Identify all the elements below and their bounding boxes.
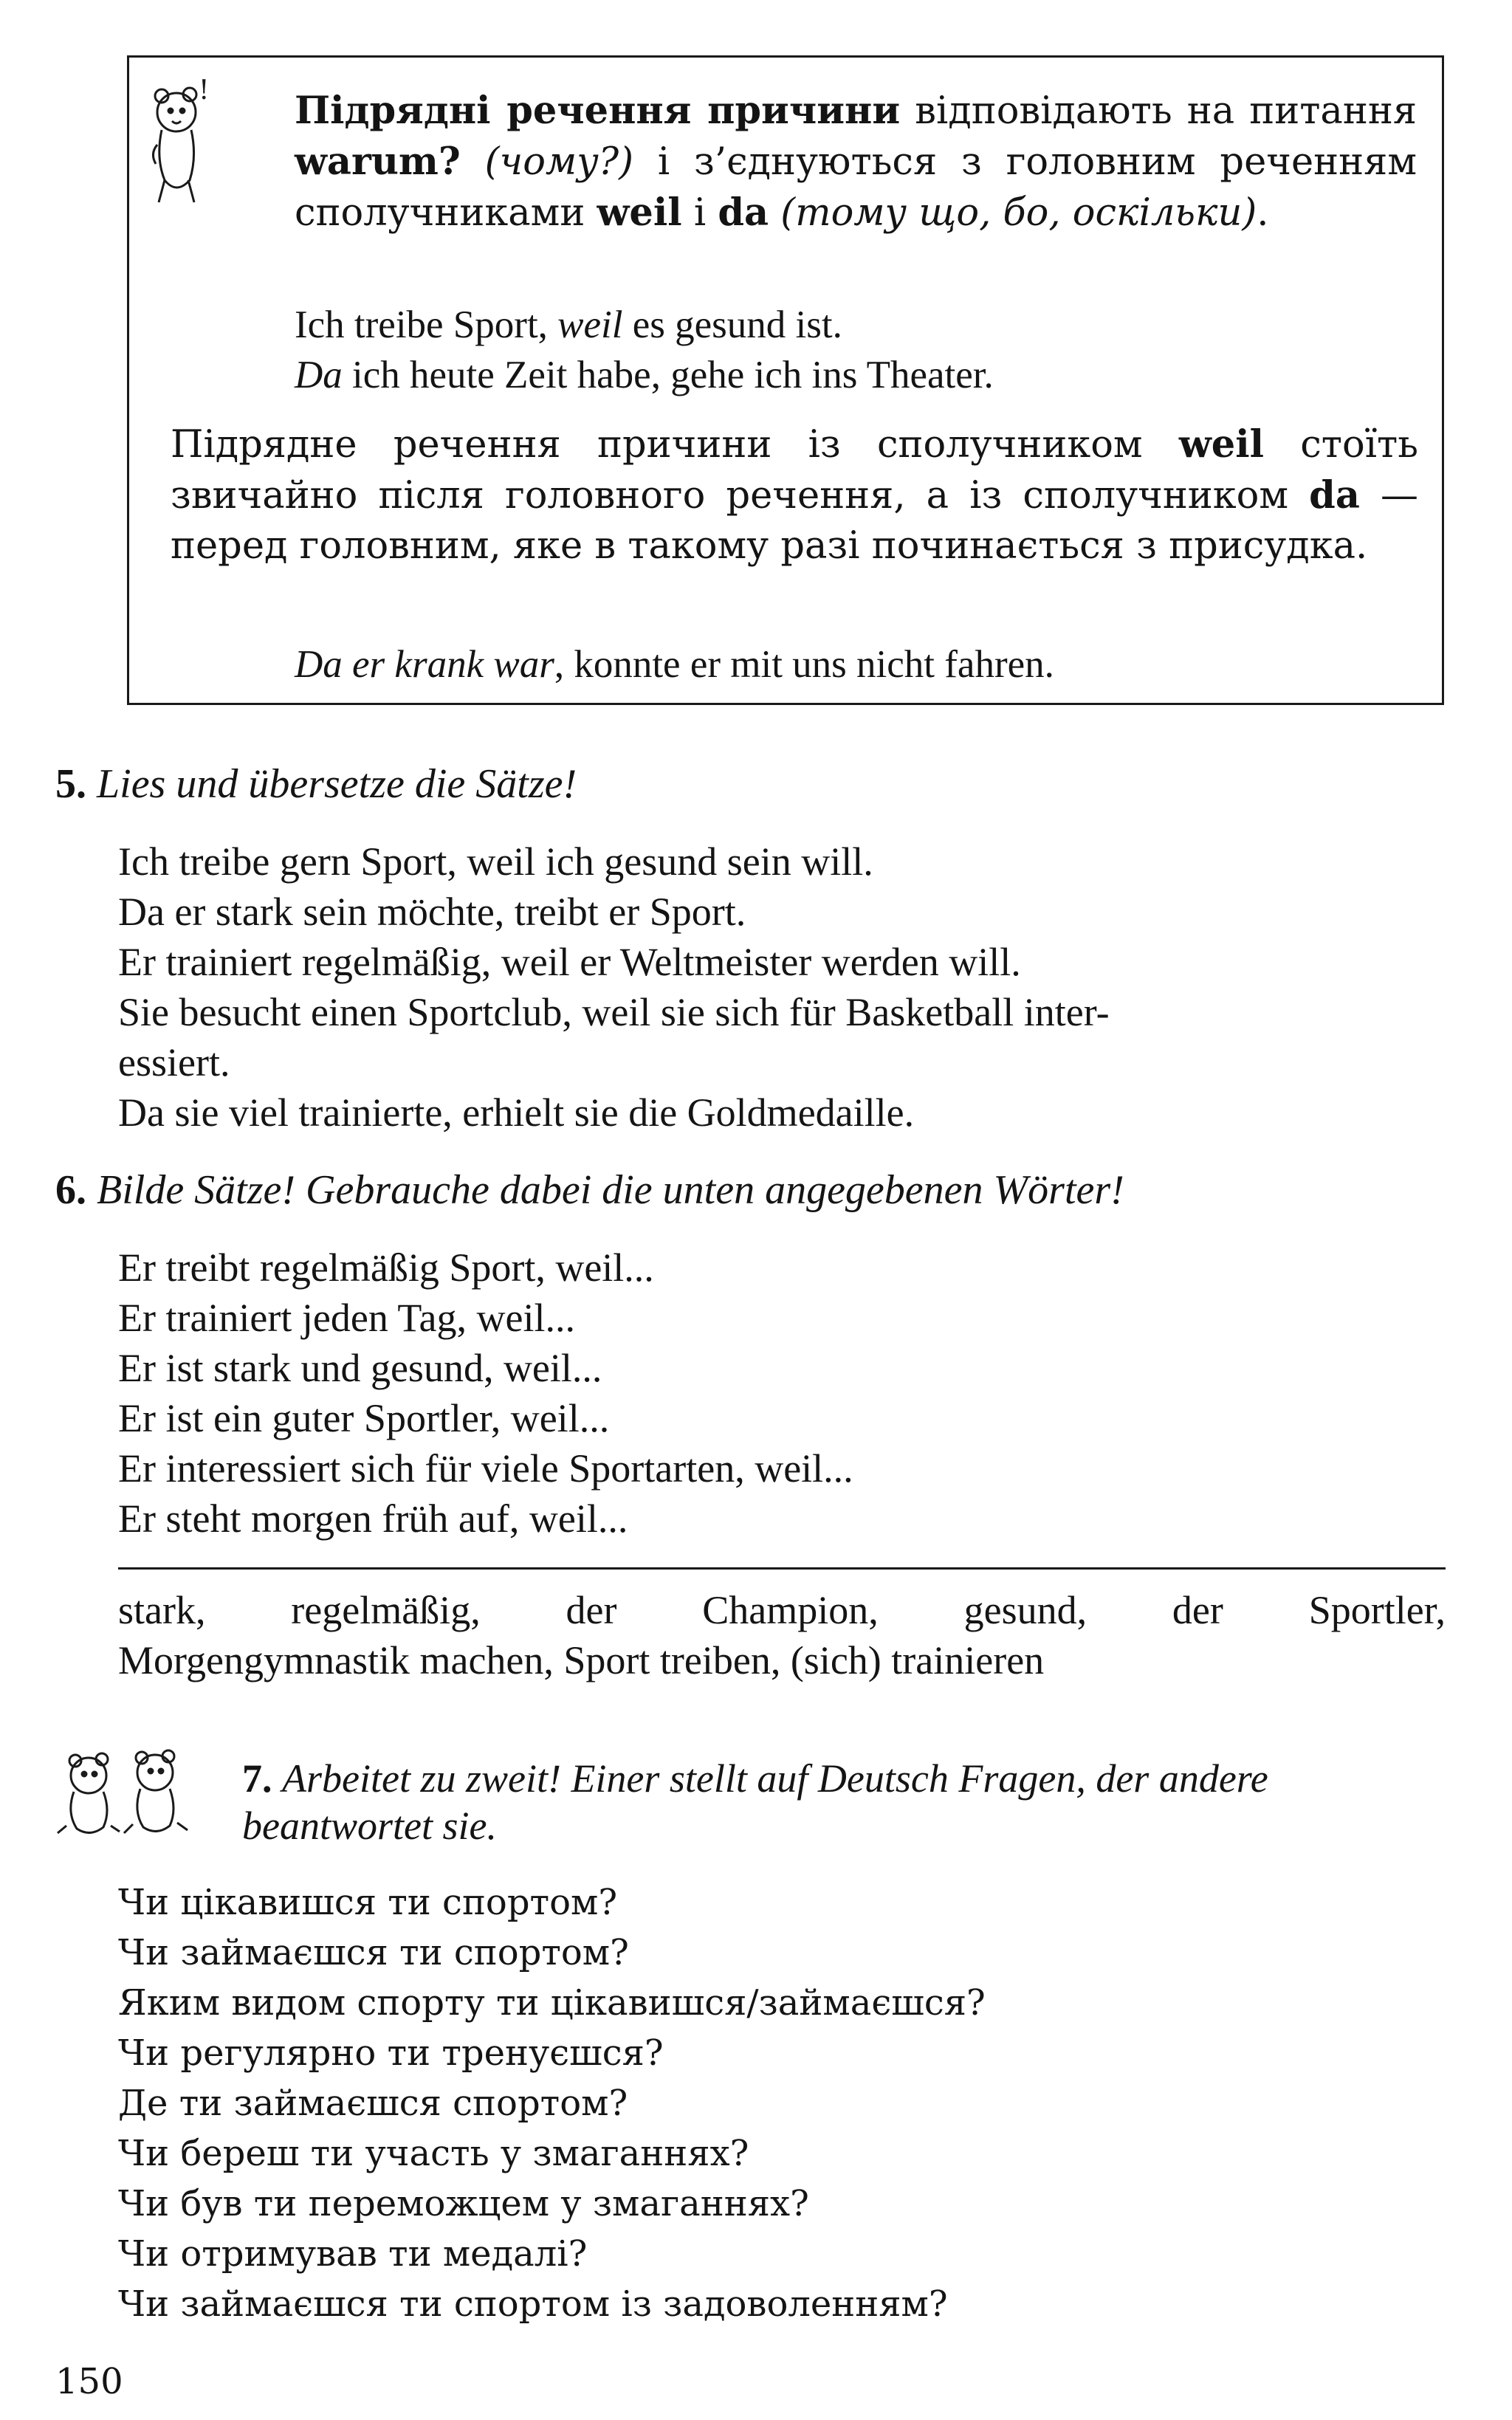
sentence: Er steht morgen früh auf, weil... (118, 1496, 628, 1541)
question: Чи цікавишся ти спортом? (118, 1882, 618, 1923)
rule-italic: (тому що, бо, оскільки) (769, 191, 1257, 235)
question: Чи береш ти участь у змаганнях? (118, 2133, 749, 2174)
grammar-rule-box (127, 55, 1444, 705)
rule-bold: da (718, 190, 769, 235)
word-bank-line: stark, regelmäßig, der Champion, gesund, der Sportler, (118, 1588, 1446, 1632)
example-text: ich heute Zeit habe, gehe ich ins Theater. (342, 354, 994, 396)
task-instruction: Lies und übersetze die Sätze! (97, 761, 577, 807)
question: Чи отримував ти медалі? (118, 2233, 588, 2275)
word-bank (118, 1585, 1446, 1685)
rule-text: відповідають на питання (900, 89, 1417, 133)
rule-bold: Підрядні речення причини (295, 89, 901, 133)
rule-example-2 (295, 350, 1417, 400)
example-italic: Da (295, 354, 343, 396)
sentence: Er ist stark und gesund, weil... (118, 1346, 602, 1390)
divider-line (118, 1567, 1446, 1570)
task-6-title (55, 1166, 1124, 1214)
sentence: Da sie viel trainierte, erhielt sie die Goldmedaille. (118, 1090, 915, 1135)
word-bank-line: Morgengymnastik machen, Sport treiben, (sich) trainieren (118, 1638, 1045, 1682)
rule-bold: weil (597, 190, 682, 235)
question: Де ти займаєшся спортом? (118, 2083, 628, 2124)
question: Чи займаєшся ти спортом? (118, 1932, 629, 1973)
task-number: 6. (55, 1167, 86, 1213)
example-italic: weil (557, 303, 623, 346)
sentence: Ich treibe gern Sport, weil ich gesund sein will. (118, 839, 873, 884)
bear-thinking-icon (145, 77, 212, 217)
rule-paragraph-1 (295, 86, 1417, 238)
task-number: 5. (55, 761, 86, 807)
task-7-title (242, 1755, 1447, 1849)
task-instruction: Arbeitet zu zweit! Einer stellt auf Deutsch Fragen, der andere beantwortet sie. (242, 1756, 1268, 1848)
question: Чи займаєшся ти спортом із задоволенням? (118, 2283, 948, 2325)
example-text: , konnte er mit uns nicht fahren. (554, 643, 1054, 686)
sentence: Er interessiert sich für viele Sportarten, weil... (118, 1446, 853, 1491)
rule-italic: (чому?) (460, 140, 634, 184)
task-instruction: Bilde Sätze! Gebrauche dabei die unten angegebenen Wörter! (97, 1167, 1124, 1213)
task-5-title (55, 760, 577, 808)
rule-text: і (681, 191, 718, 235)
task-7-questions (118, 1877, 986, 2329)
rule-bold: warum? (295, 140, 461, 184)
task-5-sentences (118, 836, 1110, 1138)
example-text: Ich treibe Sport, (295, 303, 558, 346)
page-number: 150 (55, 2361, 123, 2402)
question: Чи був ти переможцем у змаганнях? (118, 2183, 809, 2224)
task-6-sentences (118, 1242, 853, 1544)
sentence: Da er stark sein möchte, treibt er Sport. (118, 890, 746, 934)
svg-text:!: ! (199, 77, 210, 106)
two-bears-talking-icon (52, 1746, 199, 1842)
rule-text: — перед головним, яке в такому разі починається з присудка. (171, 474, 1419, 568)
task-number: 7. (242, 1756, 272, 1801)
question: Чи регулярно ти тренуєшся? (118, 2032, 664, 2074)
sentence: Sie besucht einen Sportclub, weil sie sich für Basketball inter- (118, 990, 1110, 1034)
rule-text: . (1257, 191, 1269, 235)
rule-example-1 (295, 300, 1417, 350)
rule-text: стоїть звичайно після головного речення, а із сполучником (171, 423, 1418, 518)
rule-example-3 (295, 639, 1417, 690)
rule-bold: da (1309, 473, 1360, 518)
sentence: Er trainiert regelmäßig, weil er Weltmeister werden will. (118, 940, 1021, 984)
rule-text: і з’єднуються з головним реченням сполучниками (295, 140, 1417, 235)
sentence: essiert. (118, 1040, 230, 1084)
rule-paragraph-2 (171, 419, 1418, 571)
rule-bold: weil (1178, 422, 1264, 467)
question: Яким видом спорту ти цікавишся/займаєшся? (118, 1982, 986, 2024)
example-italic: Da er krank war (295, 643, 554, 686)
example-text: es gesund ist. (622, 303, 842, 346)
sentence: Er trainiert jeden Tag, weil... (118, 1296, 575, 1340)
rule-text: Підрядне речення причини із сполучником (171, 423, 1179, 467)
sentence: Er ist ein guter Sportler, weil... (118, 1396, 610, 1440)
sentence: Er treibt regelmäßig Sport, weil... (118, 1245, 654, 1290)
